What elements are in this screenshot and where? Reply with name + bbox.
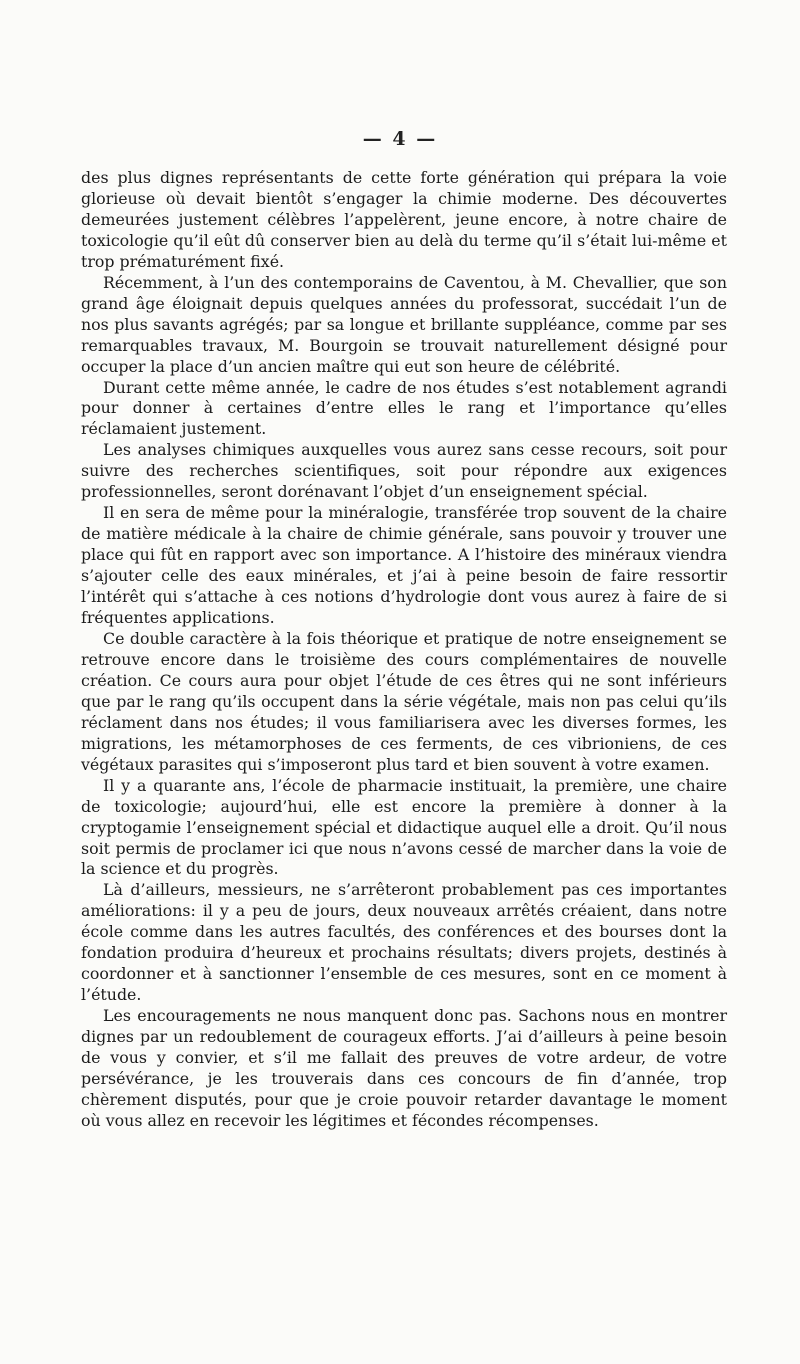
paragraph: Les analyses chimiques auxquelles vous aurez sans cesse recours, soit pour suivre des recherches scientifiques, soit pour répondre aux exigences professionnelles, seront dorénavant l’objet d’un enseignement spécial.	[81, 440, 727, 502]
paragraph: Récemment, à l’un des contemporains de Caventou, à M. Chevallier, que son grand âge éloignait depuis quelques années du professorat, succédait l’un de nos plus savants agrégés; par sa longue et brillante suppléance, comme par ses remarquables travaux, M. Bourgoin se trouvait naturellement désigné pour occuper la place d’un ancien maître qui eut son heure de célébrité.	[81, 272, 727, 376]
paragraph: Là d’ailleurs, messieurs, ne s’arrêteront probablement pas ces importantes améliorations: il y a peu de jours, deux nouveaux arrêtés créaient, dans notre école comme dans les autres facultés, des conférences et des bourses dont la fondation produira d’heureux et prochains résultats; divers projets, destinés à coordonner et à sanctionner l’ensemble de ces mesures, sont en ce moment à l’étude.	[81, 880, 727, 1005]
paragraph: Les encouragements ne nous manquent donc pas. Sachons nous en montrer dignes par un redoublement de courageux efforts. J’ai d’ailleurs à peine besoin de vous y convier, et s’il me fallait des preuves de votre ardeur, de votre persévérance, je les trouverais dans ces concours de fin d’année, trop chèrement disputés, pour que je croie pouvoir retarder davantage le moment où vous allez en recevoir les légitimes et fécondes récompenses.	[81, 1006, 727, 1130]
page-number: — 4 —	[362, 128, 438, 150]
paragraph: Ce double caractère à la fois théorique et pratique de notre enseignement se retrouve encore dans le troisième des cours complémentaires de nouvelle création. Ce cours aura pour objet l’étude de ces êtres qui ne sont inférieurs que par le rang qu’ils occupent dans la série végétale, mais non pas celui qu’ils réclament dans nos études; il vous familiarisera avec les diverses formes, les migrations, les métamorphoses de ces ferments, de ces vibrioniens, de ces végétaux parasites qui s’imposeront plus tard et bien souvent à votre examen.	[81, 628, 727, 774]
paragraph: Il y a quarante ans, l’école de pharmacie instituait, la première, une chaire de toxicologie; aujourd’hui, elle est encore la première à donner à la cryptogamie l’enseignement spécial et didactique auquel elle a droit. Qu’il nous soit permis de proclamer ici que nous n’avons cessé de marcher dans la voie de la science et du progrès.	[81, 775, 727, 879]
body-text	[81, 168, 727, 1132]
paragraph: des plus dignes représentants de cette forte génération qui prépara la voie glorieuse où devait bientôt s’engager la chimie moderne. Des découvertes demeurées justement célèbres l’appelèrent, jeune encore, à notre chaire de toxicologie qu’il eût dû conserver bien au delà du terme qu’il s’était lui-même et trop prématurément fixé.	[81, 168, 727, 271]
paragraph: Il en sera de même pour la minéralogie, transférée trop souvent de la chaire de matière médicale à la chaire de chimie générale, sans pouvoir y trouver une place qui fût en rapport avec son importance. A l’histoire des minéraux viendra s’ajouter celle des eaux minérales, et j’ai à peine besoin de faire ressortir l’intérêt qui s’attache à ces notions d’hydrologie dont vous aurez à faire de si fréquentes applications.	[81, 503, 727, 628]
paragraph: Durant cette même année, le cadre de nos études s’est notablement agrandi pour donner à certaines d’entre elles le rang et l’importance qu’elles réclamaient justement.	[81, 377, 727, 439]
